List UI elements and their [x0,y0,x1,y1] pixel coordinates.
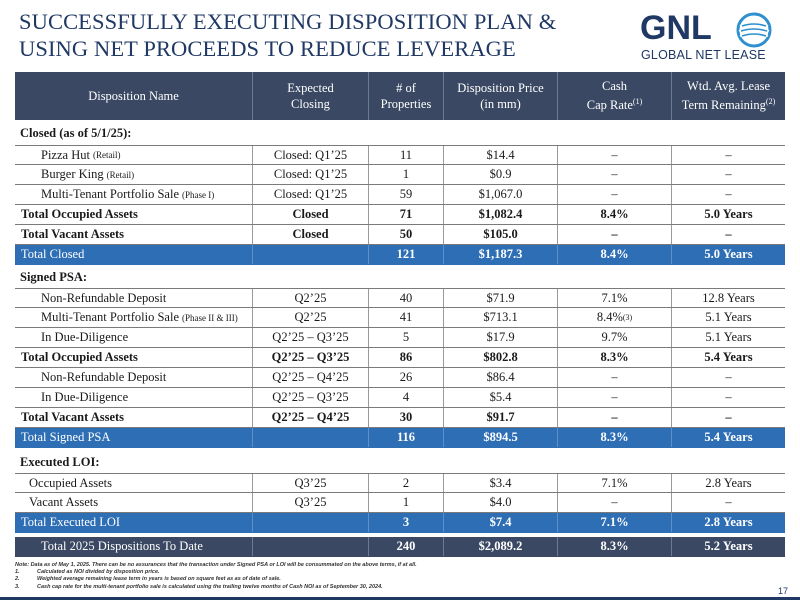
title-line-1: SUCCESSFULLY EXECUTING DISPOSITION PLAN & [19,9,557,34]
grand-total-row: Total 2025 Dispositions To Date 240 $2,089.2 8.3% 5.2 Years [15,537,785,557]
header-properties: # of Properties [369,72,444,120]
total-signed-psa-row: Total Signed PSA 116 $894.5 8.3% 5.4 Years [15,428,785,448]
page-number: 17 [777,586,788,596]
header-name: Disposition Name [15,72,253,120]
table-row: Multi-Tenant Portfolio Sale (Phase I) Closed: Q1’25 59 $1,067.0 – – [15,185,785,205]
logo-swirl-icon [734,12,774,48]
header-term: Wtd. Avg. Lease Term Remaining$^{(2)}$ [681,79,776,113]
table-header [15,72,785,120]
section-signed-psa: Signed PSA: [20,270,88,284]
total-executed-loi-row: Total Executed LOI 3 $7.4 7.1% 2.8 Years [15,513,785,533]
total-closed-row: Total Closed 121 $1,187.3 8.4% 5.0 Years [15,245,785,265]
table-row: Vacant Assets Q3’25 1 $4.0 – – [15,493,785,513]
footnote-1: 1. Calculated as NOI divided by disposition price. [15,569,160,576]
subtotal-row: Total Vacant Assets Closed 50 $105.0 – – [15,225,785,245]
footnote-main: Note: Data as of May 1, 2025. There can be no assurances that the transaction under Signed PSA or LOI will be consummated on the above terms, if at all. [15,562,417,568]
subtotal-row: Total Occupied Assets Closed 71 $1,082.4 8.4% 5.0 Years [15,205,785,225]
gnl-logo [640,10,790,68]
table-row: Non-Refundable Deposit Q2’25 – Q4’25 26 $86.4 – – [15,368,785,388]
footnote-2: 2. Weighted average remaining lease term in years is based on square feet as as of date of sale. [15,576,281,583]
logo-brand: GNL [640,9,712,47]
logo-subtitle: GLOBAL NET LEASE [641,48,766,62]
table-row: Pizza Hut (Retail) Closed: Q1’25 11 $14.4 – – [15,145,785,165]
table-row: Burger King (Retail) Closed: Q1’25 1 $0.9 – – [15,165,785,185]
section-closed: Closed (as of 5/1/25): [20,126,132,140]
title-line-2: USING NET PROCEEDS TO REDUCE LEVERAGE [19,36,516,61]
table-row: Occupied Assets Q3’25 2 $3.4 7.1% 2.8 Years [15,473,785,493]
subtotal-row: Total Occupied Assets Q2’25 – Q3’25 86 $802.8 8.3% 5.4 Years [15,348,785,368]
header-closing: Expected Closing [253,72,369,120]
table-row: Multi-Tenant Portfolio Sale (Phase II & III) Q2’25 41 $713.1 8.4% (3) 5.1 Years [15,308,785,328]
section-executed-loi: Executed LOI: [20,455,100,469]
header-cap-rate: Cash Cap Rate$^{(1)}$ [558,72,672,120]
header-price: Disposition Price (in mm) [444,72,558,120]
footnotes [15,562,735,591]
table-row: Non-Refundable Deposit Q2’25 40 $71.9 7.1% 12.8 Years [15,288,785,308]
footnote-3: 3. Cash cap rate for the multi-tenant portfolio sale is calculated using the trailing twelve months of Cash NOI as of September 30, 2024. [15,583,383,590]
subtotal-row: Total Vacant Assets Q2’25 – Q4’25 30 $91.7 – – [15,408,785,428]
table-row: In Due-Diligence Q2’25 – Q3’25 4 $5.4 – – [15,388,785,408]
table-row: In Due-Diligence Q2’25 – Q3’25 5 $17.9 9.7% 5.1 Years [15,328,785,348]
page-title [19,8,579,62]
